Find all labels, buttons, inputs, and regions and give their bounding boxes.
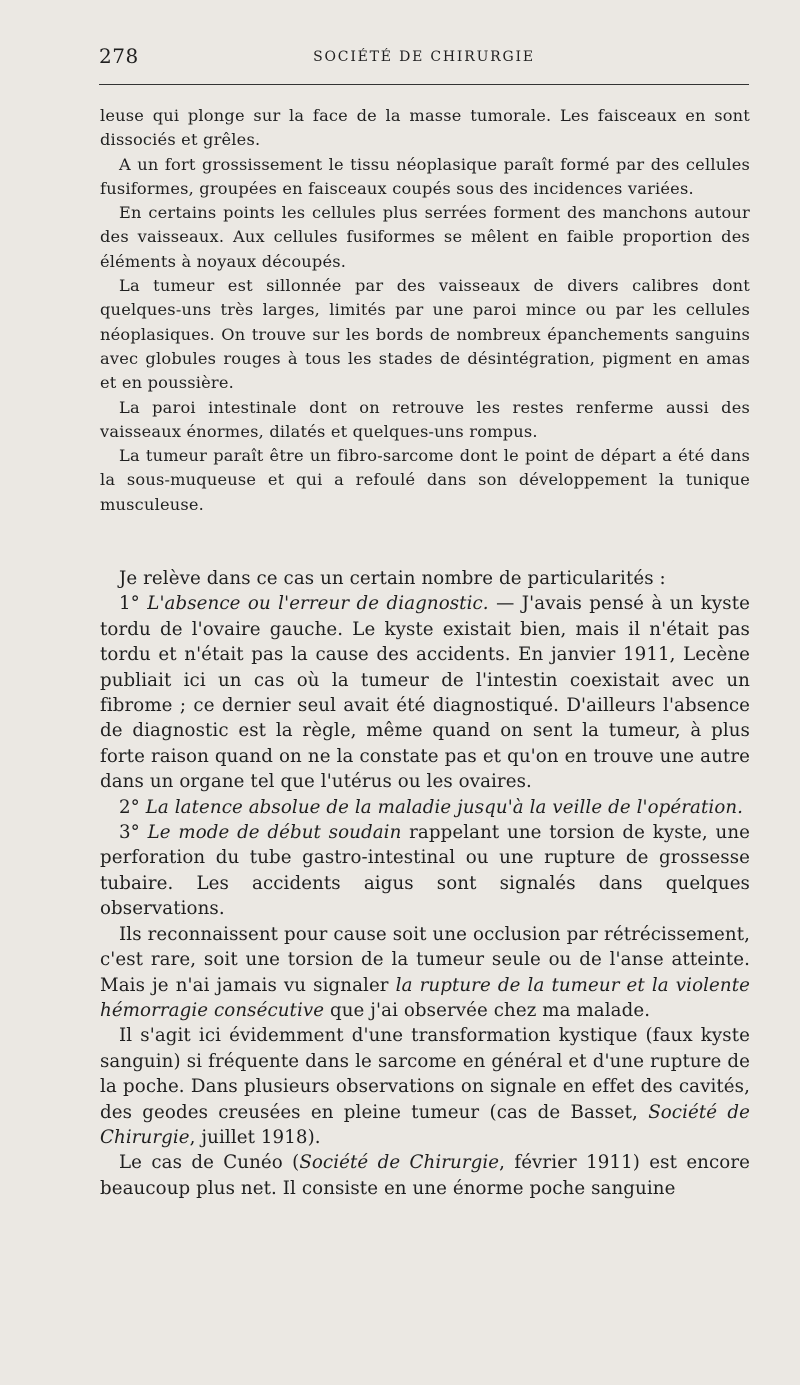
histology-text-block — [100, 104, 750, 517]
paragraph-text: , juillet 1918). — [189, 1126, 321, 1148]
page-header — [99, 44, 749, 74]
paragraph: La paroi intestinale dont on retrouve les restes renferme aussi des vaisseaux énormes, dilatés et quelques-uns rompus. — [100, 397, 750, 441]
page-number: 278 — [99, 44, 139, 68]
running-head: SOCIÉTÉ DE CHIRURGIE — [313, 49, 535, 65]
paragraph — [100, 1023, 750, 1150]
paragraph — [100, 591, 750, 794]
paragraph: La tumeur est sillonnée par des vaisseaux de divers calibres dont quelques-uns très larges, limités par une paroi mince ou par les cellules néoplasiques. On trouve sur les bords de nombreux épanchements sanguins avec globules rouges à tous les stades de désintégration, pigment en amas et en poussière. — [100, 276, 750, 393]
paragraph-text: — J'avais pensé à un kyste tordu de l'ovaire gauche. Le kyste existait bien, mais il n'était pas tordu et n'était pas la cause des accidents. En janvier 1911, Lecène publiait ici un cas où la tumeur de l'intestin coexistait avec un fibrome ; ce dernier seul avait été diagnostiqué. D'ailleurs l'absence de diagnostic est la règle, même quand on sent la tumeur, à plus forte raison quand on ne la constate pas et qu'on en trouve une autre dans un organe tel que l'utérus ou les ovaires. — [100, 593, 751, 793]
paragraph: leuse qui plonge sur la face de la masse tumorale. Les faisceaux en sont dissociés et grêles. — [100, 106, 750, 150]
paragraph-text: Il s'agit ici évidemment d'une transformation kystique (faux kyste sanguin) si fréquente dans le sarcome en général et d'une rupture de la poche. Dans plusieurs observations on signale en effet des cavités, des geodes creusées en pleine tumeur (cas de Basset, — [100, 1025, 750, 1123]
paragraph — [100, 795, 750, 820]
discussion-text-block — [100, 566, 750, 1201]
italic-heading: La latence absolue de la maladie jusqu'à la veille de l'opération. — [145, 796, 744, 818]
paragraph-text: rappelant une torsion de kyste, une perforation du tube gastro-intestinal ou une rupture de grossesse tubaire. Les accidents aigus sont signalés dans quelques observations. — [100, 822, 751, 920]
paragraph — [100, 566, 750, 591]
item-number: 3° — [119, 822, 148, 844]
item-number: 2° — [119, 796, 146, 818]
italic-phrase: la rupture de la tumeur et la violente hémorragie consécutive — [100, 974, 750, 1021]
citation-journal: Société de Chirurgie — [100, 1101, 751, 1148]
paragraph: La tumeur paraît être un fibro-sarcome dont le point de départ a été dans la sous-muqueuse et qui a refoulé dans son développement la tunique musculeuse. — [100, 446, 750, 514]
paragraph: En certains points les cellules plus serrées forment des manchons autour des vaisseaux. Aux cellules fusiformes se mêlent en faible proportion des éléments à noyaux découpés. — [100, 203, 750, 271]
paragraph — [100, 820, 750, 922]
citation-journal: Société de Chirurgie — [299, 1152, 500, 1174]
paragraph-text: , février 1911) est encore beaucoup plus net. Il consiste en une énorme poche sanguine — [100, 1152, 750, 1199]
paragraph-text: que j'ai observée chez ma malade. — [324, 999, 651, 1021]
item-number: 1° — [119, 593, 148, 615]
header-rule — [99, 84, 749, 85]
paragraph-text: Je relève dans ce cas un certain nombre de particularités : — [119, 568, 666, 589]
italic-heading: L'absence ou l'erreur de diagnostic. — [147, 593, 489, 615]
paragraph — [100, 1150, 750, 1201]
paragraph-text: Ils reconnaissent pour cause soit une occlusion par rétrécissement, c'est rare, soit une torsion de la tumeur seule ou de l'anse atteinte. Mais je n'ai jamais vu signaler — [100, 923, 750, 996]
paragraph: A un fort grossissement le tissu néoplasique paraît formé par des cellules fusiformes, groupées en faisceaux coupés sous des incidences variées. — [100, 154, 750, 198]
paragraph-text: Le cas de Cunéo ( — [119, 1152, 300, 1174]
paragraph — [100, 922, 750, 1024]
italic-heading: Le mode de début soudain — [147, 822, 402, 844]
